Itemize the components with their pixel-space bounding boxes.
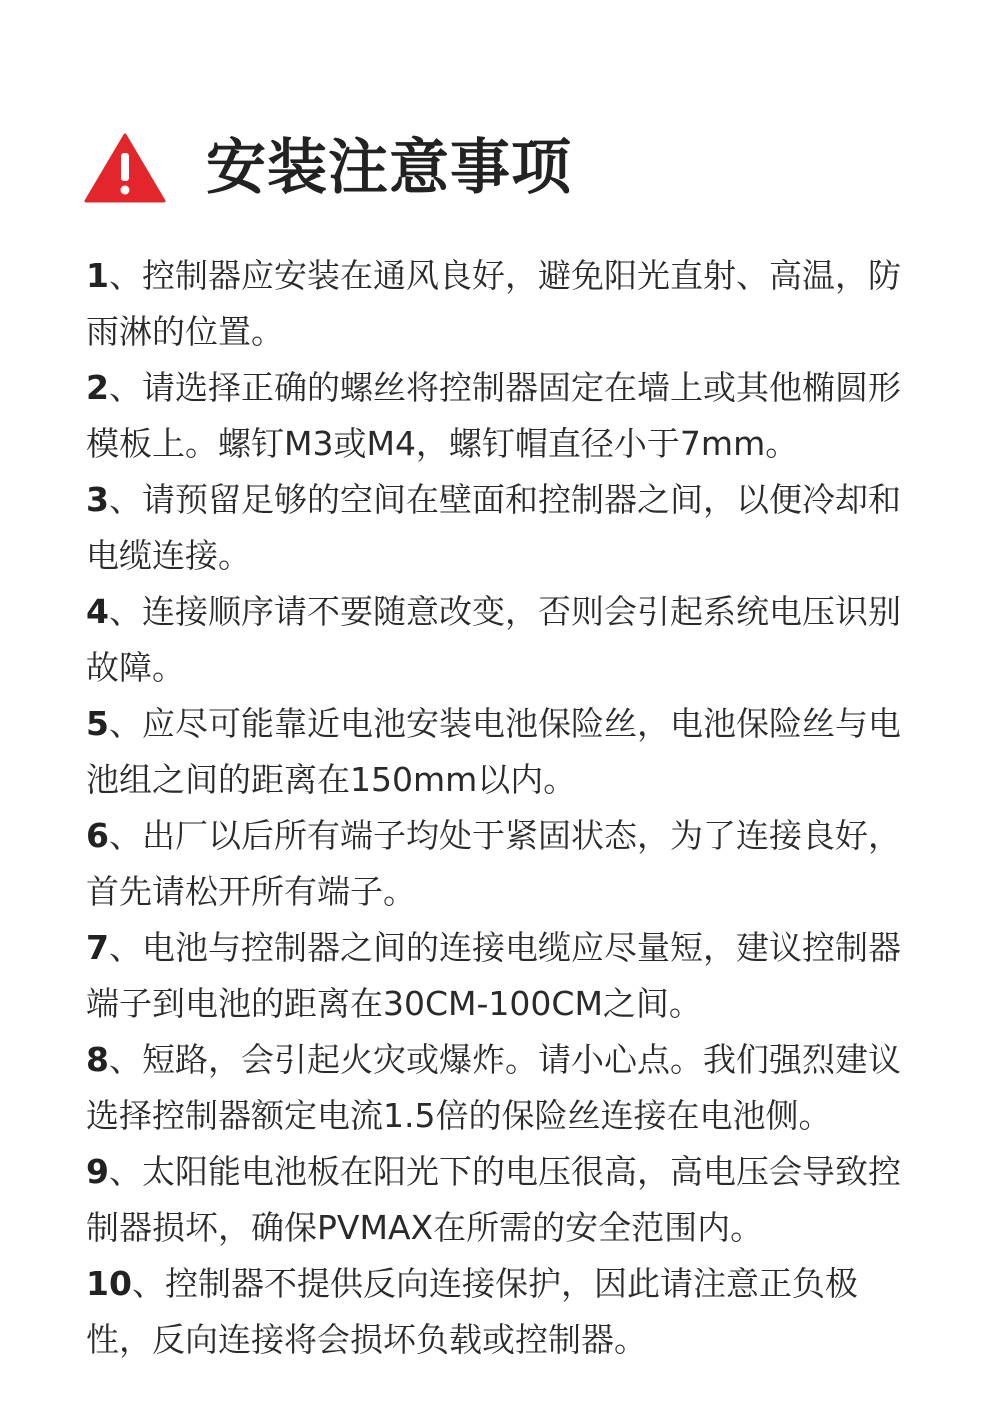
note-number: 2 (86, 368, 109, 407)
note-text: 、请选择正确的螺丝将控制器固定在墙上或其他椭圆形模板上。螺钉M3或M4，螺钉帽直径小于7mm。 (86, 368, 901, 463)
note-number: 5 (86, 704, 109, 743)
list-item (86, 696, 916, 808)
list-item (86, 584, 916, 696)
page-title: 安装注意事项 (206, 133, 572, 203)
list-item (86, 1144, 916, 1256)
note-text: 、控制器应安装在通风良好，避免阳光直射、高温，防雨淋的位置。 (86, 256, 901, 351)
note-number: 10 (86, 1264, 132, 1303)
list-item (86, 248, 916, 360)
note-number: 6 (86, 816, 109, 855)
note-text: 、电池与控制器之间的连接电缆应尽量短，建议控制器端子到电池的距离在30CM-100CM之间。 (86, 928, 901, 1023)
note-text: 、连接顺序请不要随意改变，否则会引起系统电压识别故障。 (86, 592, 901, 687)
note-text: 、短路，会引起火灾或爆炸。请小心点。我们强烈建议选择控制器额定电流1.5倍的保险丝连接在电池侧。 (86, 1040, 901, 1135)
list-item (86, 920, 916, 1032)
list-item (86, 808, 916, 920)
note-text: 、出厂以后所有端子均处于紧固状态，为了连接良好，首先请松开所有端子。 (86, 816, 901, 911)
note-text: 、太阳能电池板在阳光下的电压很高，高电压会导致控制器损坏，确保PVMAX在所需的安全范围内。 (86, 1152, 901, 1247)
list-item (86, 472, 916, 584)
note-number: 1 (86, 256, 109, 295)
note-number: 4 (86, 592, 109, 631)
note-number: 8 (86, 1040, 109, 1079)
note-text: 、控制器不提供反向连接保护，因此请注意正负极性，反向连接将会损坏负载或控制器。 (86, 1264, 858, 1359)
warning-triangle-icon (84, 133, 166, 203)
list-item (86, 1032, 916, 1144)
installation-notes-list (86, 248, 916, 1368)
page-header (84, 126, 572, 210)
note-number: 9 (86, 1152, 109, 1191)
list-item (86, 360, 916, 472)
list-item (86, 1256, 916, 1368)
note-number: 7 (86, 928, 109, 967)
note-text: 、请预留足够的空间在壁面和控制器之间，以便冷却和电缆连接。 (86, 480, 901, 575)
note-text: 、应尽可能靠近电池安装电池保险丝，电池保险丝与电池组之间的距离在150mm以内。 (86, 704, 901, 799)
note-number: 3 (86, 480, 109, 519)
